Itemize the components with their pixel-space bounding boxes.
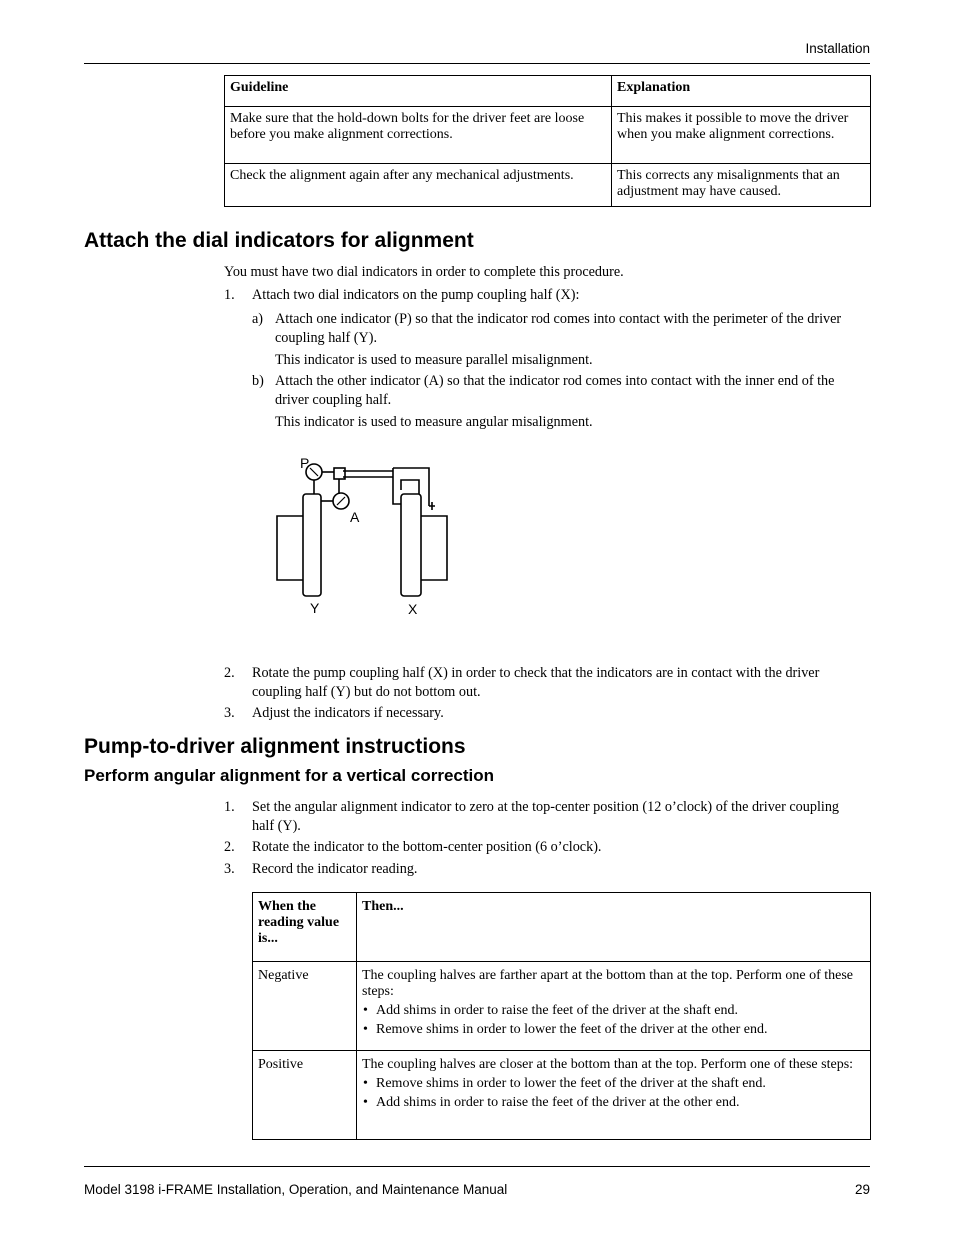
intro-paragraph: You must have two dial indicators in order to complete this procedure. xyxy=(224,264,624,280)
figure-label-y: Y xyxy=(310,600,320,616)
step-number: 1. xyxy=(224,287,235,303)
substep-text: Attach the other indicator (A) so that the indicator rod comes into contact with the inner end of the driver coupling half. xyxy=(275,373,835,408)
footer-title: Model 3198 i-FRAME Installation, Operation, and Maintenance Manual xyxy=(84,1182,508,1197)
table-header-row xyxy=(253,893,871,962)
step-number: 1. xyxy=(224,799,235,815)
reading-value-table xyxy=(252,892,871,1140)
col-header-guideline: Guideline xyxy=(225,76,612,107)
step-text: Adjust the indicators if necessary. xyxy=(252,705,444,721)
substep-note: This indicator is used to measure angular misalignment. xyxy=(275,414,593,430)
then-text: The coupling halves are closer at the bottom than at the top. Perform one of these steps: xyxy=(362,1057,854,1072)
guideline-table xyxy=(224,75,871,207)
section-heading-pump-to-driver: Pump-to-driver alignment instructions xyxy=(84,735,466,758)
list-item: • Add shims in order to raise the feet of the driver at the shaft end. xyxy=(362,1003,865,1019)
step-text: Record the indicator reading. xyxy=(252,861,418,877)
section-heading-dial-indicators: Attach the dial indicators for alignment xyxy=(84,229,474,252)
list-item: • Remove shims in order to lower the feet of the driver at the other end. xyxy=(362,1022,865,1038)
list-item: • Remove shims in order to lower the feet of the driver at the shaft end. xyxy=(362,1076,865,1092)
table-header-row xyxy=(225,76,871,107)
table-cell: Make sure that the hold-down bolts for the driver feet are loose before you make alignment corrections. xyxy=(225,107,612,164)
then-text: The coupling halves are farther apart at the bottom than at the top. Perform one of these steps: xyxy=(362,968,853,999)
table-row xyxy=(225,107,871,164)
step-number: 2. xyxy=(224,839,235,855)
header-rule xyxy=(84,63,870,64)
table-row xyxy=(225,164,871,207)
table-row xyxy=(253,1051,871,1140)
figure-label-x: X xyxy=(408,601,418,617)
figure-label-p: P xyxy=(300,455,310,471)
running-header: Installation xyxy=(805,41,870,56)
footer-rule xyxy=(84,1166,870,1167)
step-text: Attach two dial indicators on the pump coupling half (X): xyxy=(252,287,580,303)
table-cell: This makes it possible to move the driver when you make alignment corrections. xyxy=(612,107,871,164)
step-text: Set the angular alignment indicator to zero at the top-center position (12 o’clock) of the driver coupling half (Y). xyxy=(252,799,840,834)
steps-list xyxy=(362,1076,865,1111)
table-row xyxy=(253,962,871,1051)
table-cell: This corrects any misalignments that an adjustment may have caused. xyxy=(612,164,871,207)
step-text: Rotate the indicator to the bottom-center position (6 o’clock). xyxy=(252,839,602,855)
table-cell-when: Negative xyxy=(253,962,357,1051)
table-cell-then xyxy=(357,1051,871,1140)
clamp-bracket-inner xyxy=(393,468,401,504)
col-header-explanation: Explanation xyxy=(612,76,871,107)
step-number: 2. xyxy=(224,665,235,681)
pump-hub-outline xyxy=(421,516,447,580)
table-cell-then xyxy=(357,962,871,1051)
dial-indicator-figure xyxy=(260,450,470,620)
substep-note: This indicator is used to measure parallel misalignment. xyxy=(275,352,593,368)
driver-hub-outline xyxy=(277,516,303,580)
driver-coupling-half-y xyxy=(303,494,321,596)
page-number: 29 xyxy=(854,1182,870,1197)
step-number: 3. xyxy=(224,861,235,877)
step-number: 3. xyxy=(224,705,235,721)
substep-text: Attach one indicator (P) so that the indicator rod comes into contact with the perimeter of the driver coupling half (Y). xyxy=(275,311,842,346)
clamp-bracket xyxy=(393,468,429,506)
table-cell-when: Positive xyxy=(253,1051,357,1140)
col-header-then: Then... xyxy=(357,893,871,962)
substep-label: b) xyxy=(252,373,264,389)
table-cell: Check the alignment again after any mechanical adjustments. xyxy=(225,164,612,207)
step-text: Rotate the pump coupling half (X) in order to check that the indicators are in contact with the driver coupling half (Y) but do not bottom out. xyxy=(252,665,820,700)
list-item: • Add shims in order to raise the feet of the driver at the other end. xyxy=(362,1095,865,1111)
steps-list xyxy=(362,1003,865,1038)
col-header-when: When the reading value is... xyxy=(253,893,357,962)
subsection-heading-angular-alignment: Perform angular alignment for a vertical correction xyxy=(84,766,495,785)
figure-label-a: A xyxy=(350,509,360,525)
indicator-rod xyxy=(343,471,393,477)
pump-coupling-half-x xyxy=(401,494,421,596)
substep-label: a) xyxy=(252,311,264,327)
